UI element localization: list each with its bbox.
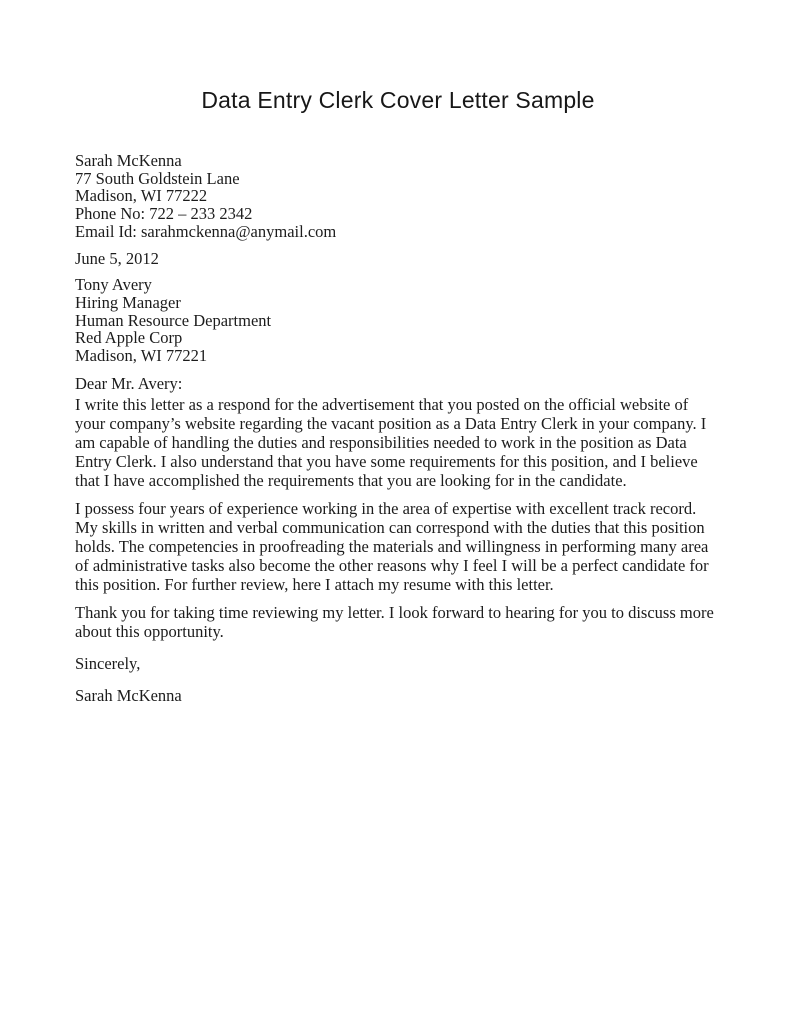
body-paragraph-1: I write this letter as a respond for the advertisement that you posted on the official website of your company’s website regarding the vacant position as a Data Entry Clerk in your company. I am capable of handling the duties and responsibilities needed to work in the position as Data Entry Clerk. I also understand that you have some requirements for this position, and I believe that I have accomplished the requirements that you are looking for in the candidate. bbox=[75, 395, 707, 491]
recipient-job-title: Hiring Manager bbox=[75, 292, 181, 312]
document-title: Data Entry Clerk Cover Letter Sample bbox=[201, 87, 595, 113]
signature-name: Sarah McKenna bbox=[75, 686, 182, 706]
letter-date: June 5, 2012 bbox=[75, 248, 159, 268]
recipient-block bbox=[75, 276, 721, 365]
recipient-name: Tony Avery bbox=[75, 275, 152, 295]
recipient-location: Madison, WI 77221 bbox=[75, 346, 208, 366]
sender-address-line1: 77 South Goldstein Lane bbox=[75, 168, 240, 188]
recipient-department: Human Resource Department bbox=[75, 310, 272, 330]
sender-email: Email Id: sarahmckenna@anymail.com bbox=[75, 221, 337, 241]
closing: Sincerely, bbox=[75, 654, 141, 674]
salutation: Dear Mr. Avery: bbox=[75, 373, 183, 393]
sender-name: Sarah McKenna bbox=[75, 151, 182, 170]
sender-block bbox=[75, 152, 721, 241]
sender-address-line2: Madison, WI 77222 bbox=[75, 186, 208, 206]
body-paragraph-2: I possess four years of experience working in the area of expertise with excellent track record. My skills in written and verbal communication can correspond with the duties that this position holds. The competencies in proofreading the materials and willingness in performing many area of administrative tasks also become the other reasons why I feel I will be a perfect candidate for this position. For further review, here I attach my resume with this letter. bbox=[75, 499, 709, 595]
recipient-company: Red Apple Corp bbox=[75, 328, 183, 348]
sender-phone: Phone No: 722 – 233 2342 bbox=[75, 204, 253, 224]
body-paragraph-3: Thank you for taking time reviewing my letter. I look forward to hearing for you to discuss more about this opportunity. bbox=[75, 603, 714, 642]
